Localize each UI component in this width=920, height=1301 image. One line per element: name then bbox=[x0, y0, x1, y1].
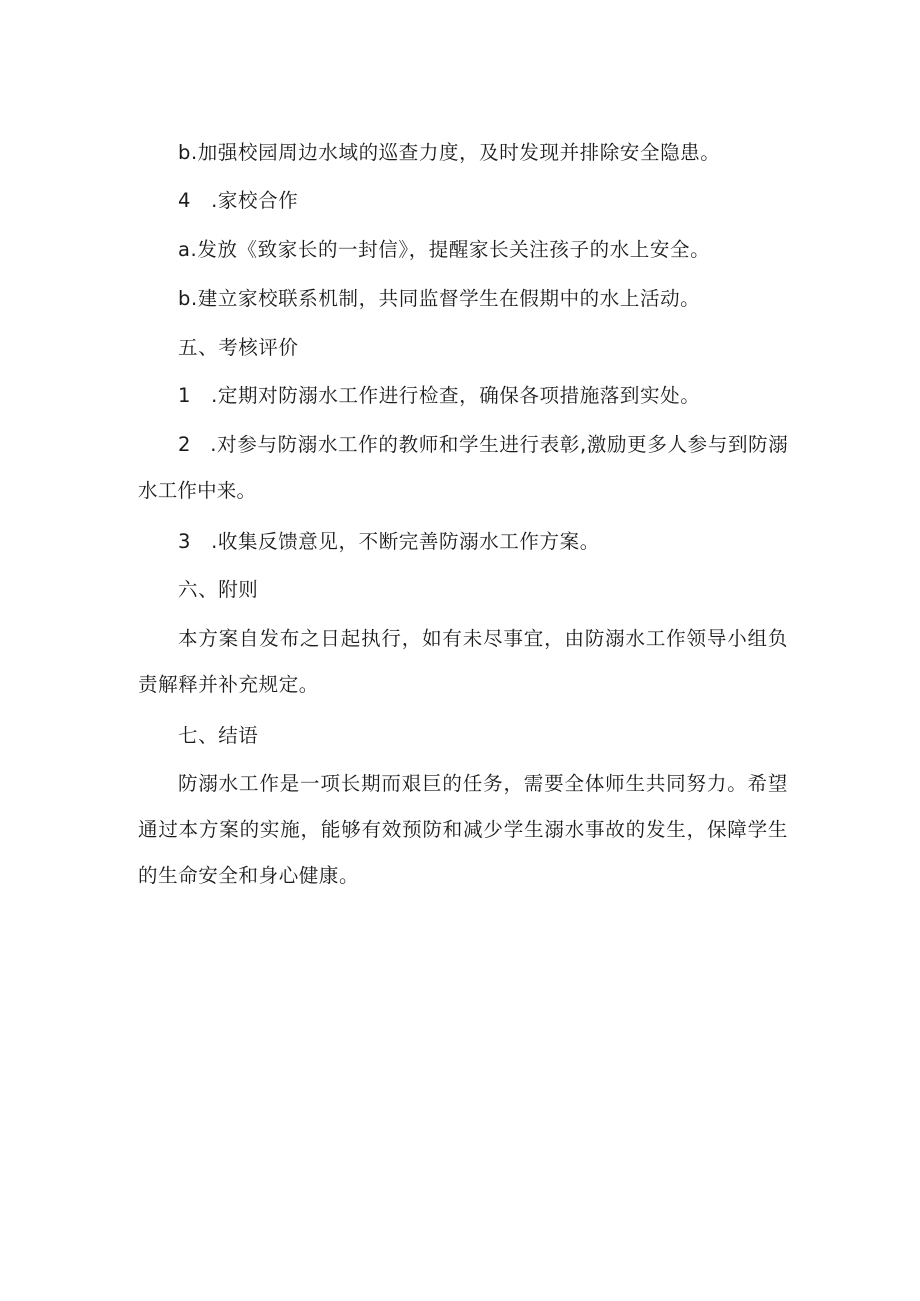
paragraph-patrol: b.加强校园周边水域的巡查力度，及时发现并排除安全隐患。 bbox=[178, 141, 721, 164]
paragraph-contact-mechanism: b.建立家校联系机制，共同监督学生在假期中的水上活动。 bbox=[178, 287, 701, 310]
paragraph-letter-to-parents: a.发放《致家长的一封信》，提醒家长关注孩子的水上安全。 bbox=[178, 238, 711, 261]
section-heading-conclusion: 七、结语 bbox=[178, 724, 259, 747]
paragraph-feedback: 3 .收集反馈意见，不断完善防溺水工作方案。 bbox=[178, 530, 600, 553]
section-heading-supplementary: 六、附则 bbox=[178, 578, 259, 601]
paragraph-regular-inspection: 1 .定期对防溺水工作进行检查，确保各项措施落到实处。 bbox=[178, 384, 701, 407]
section-heading-assessment: 五、考核评价 bbox=[178, 336, 299, 359]
paragraph-effective-date: 本方案自发布之日起执行，如有未尽事宜，由防溺水工作领导小组负责解释并补充规定。 bbox=[138, 627, 788, 696]
heading-home-school-cooperation: 4 .家校合作 bbox=[178, 189, 299, 212]
paragraph-commendation: 2 .对参与防溺水工作的教师和学生进行表彰,激励更多人参与到防溺水工作中来。 bbox=[138, 433, 788, 502]
paragraph-conclusion: 防溺水工作是一项长期而艰巨的任务，需要全体师生共同努力。希望通过本方案的实施，能够有效预防和减少学生溺水事故的发生，保障学生的生命安全和身心健康。 bbox=[138, 772, 788, 887]
